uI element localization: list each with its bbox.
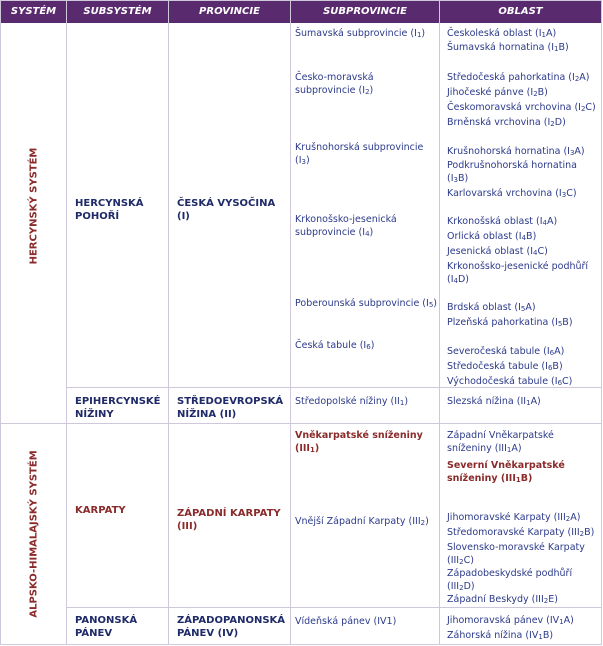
system-hercynsky-label: HERCYNSKÝ SYSTÉM bbox=[28, 147, 40, 264]
area-jihomoravska-panev: Jihomoravská pánev $(IV_1A)$ bbox=[447, 615, 574, 626]
subprovince-videnska-panev: Vídeňská pánev (IV1) bbox=[295, 616, 397, 627]
subprovince-vnejsi-zapadni-karpaty: Vnější Západní Karpaty $(III_2)$ bbox=[295, 516, 429, 527]
area-brdska-oblast: Brdská oblast $(I_5A)$ bbox=[447, 302, 536, 313]
area-stredoceska-pahorkatina: Středočeská pahorkatina $(I_2A)$ bbox=[447, 72, 590, 83]
column-divider bbox=[168, 1, 169, 644]
column-divider bbox=[439, 1, 440, 644]
area-severoceska-tabule: Severočeská tabule $(I_6A)$ bbox=[447, 346, 565, 357]
province-zapadni-karpaty: ZÁPADNÍ KARPATY (III) bbox=[177, 508, 281, 532]
province-stredoevropska-nizina: STŘEDOEVROPSKÁ NÍŽINA (II) bbox=[177, 396, 284, 420]
header-province: PROVINCIE bbox=[199, 6, 260, 17]
area-slezska-nizina: Slezská nížina $(II_1A)$ bbox=[447, 396, 541, 407]
area-stredoceska-tabule: Středočeská tabule $(I_6B)$ bbox=[447, 361, 563, 372]
area-zapadobeskydske-podhuri: Západobeskydské podhůří $(III_2D)$ bbox=[447, 568, 573, 592]
area-krusnohorska-hornatina: Krušnohorská hornatina $(I_3A)$ bbox=[447, 146, 585, 157]
area-ceskomoravska-vrchovina: Českomoravská vrchovina $(I_2C)$ bbox=[447, 102, 596, 113]
area-zahorska-nizina: Záhorská nížina $(IV_1B)$ bbox=[447, 630, 554, 641]
header-subsystem: SUBSYSTÉM bbox=[83, 6, 152, 17]
province-ceska-vysocina: ČESKÁ VYSOČINA (I) bbox=[177, 198, 276, 222]
subprovince-krusnohorska: Krušnohorská subprovincie $(I_3)$ bbox=[295, 142, 424, 166]
area-krkonosska-oblast: Krkonošská oblast $(I_4A)$ bbox=[447, 216, 558, 227]
area-karlovarska-vrchovina: Karlovarská vrchovina $(I_3C)$ bbox=[447, 188, 577, 199]
header-subprovince: SUBPROVINCIE bbox=[323, 6, 407, 17]
area-jihoceske-panve: Jihočeské pánve $(I_2B)$ bbox=[447, 87, 548, 98]
area-krkonossko-jesenicke-podhuri: Krkonošsko-jesenické podhůří $(I_4D)$ bbox=[447, 261, 589, 285]
area-ceskoleska-oblast: Českoleská oblast $(I_1A)$ bbox=[447, 28, 557, 39]
subsystem-panonska-panev: PANONSKÁ PÁNEV bbox=[75, 615, 138, 639]
area-stredomoravske-karpaty: Středomoravské Karpaty $(III_2B)$ bbox=[447, 527, 595, 538]
area-zapadni-beskydy: Západní Beskydy $(III_2E)$ bbox=[447, 594, 558, 605]
area-jihomoravske-karpaty: Jihomoravské Karpaty $(III_2A)$ bbox=[447, 512, 581, 523]
column-divider bbox=[66, 1, 67, 644]
subsystem-hercynska-pohori: HERCYNSKÁ POHOŘÍ bbox=[75, 198, 144, 222]
subsystem-karpaty: KARPATY bbox=[75, 505, 126, 516]
header-area: OBLAST bbox=[498, 6, 543, 17]
province-zapadopanonska-panev: ZÁPADOPANONSKÁ PÁNEV (IV) bbox=[177, 615, 286, 639]
area-orlicka-oblast: Orlická oblast $(I_4B)$ bbox=[447, 231, 537, 242]
subprovince-poberounska: Poberounská subprovincie $(I_5)$ bbox=[295, 298, 437, 309]
subprovince-vnekarpatske-snizeniny: Vněkarpatské sníženiny $(III_1)$ bbox=[295, 430, 423, 454]
subprovince-ceska-tabule: Česká tabule $(I_6)$ bbox=[295, 340, 375, 351]
area-plzenska-pahorkatina: Plzeňská pahorkatina $(I_5B)$ bbox=[447, 317, 573, 328]
area-vychodoceska-tabule: Východočeská tabule $(I_6C)$ bbox=[447, 376, 573, 387]
subsystem-epihercynske-niziny: EPIHERCYNSKÉ NÍŽINY bbox=[75, 396, 161, 420]
subprovince-cesko-moravska: Česko-moravská subprovincie $(I_2)$ bbox=[295, 72, 374, 96]
area-slovensko-moravske-karpaty: Slovensko-moravské Karpaty $(III_2C)$ bbox=[447, 542, 585, 566]
system-alpsky-label: ALPSKO-HIMALAJSKÝ SYSTÉM bbox=[28, 450, 40, 618]
system-hercynsky bbox=[23, 24, 45, 387]
subprovince-stredopolske-niziny: Středopolské nížiny $(II_1)$ bbox=[295, 396, 409, 407]
area-podkrusnohorska-hornatina: Podkrušnohorská hornatina $(I_3B)$ bbox=[447, 160, 577, 184]
area-brnenska-vrchovina: Brněnská vrchovina $(I_2D)$ bbox=[447, 117, 566, 128]
area-sumavska-hornatina: Šumavská hornatina $(I_1B)$ bbox=[447, 42, 569, 53]
area-severni-vnekarpatske-snizeniny: Severní Vněkarpatské sníženiny $(III_1B)$ bbox=[447, 460, 565, 484]
subprovince-sumavska: Šumavská subprovincie $(I_1)$ bbox=[295, 28, 426, 39]
area-zapadni-vnekarpatske-snizeniny: Západní Vněkarpatské sníženiny $(III_1A)$ bbox=[447, 430, 554, 454]
row-divider bbox=[67, 607, 601, 608]
row-divider bbox=[1, 423, 601, 424]
subprovince-krkonossko-jesenicka: Krkonošsko-jesenická subprovincie $(I_4)$ bbox=[295, 214, 397, 238]
area-jesenicka-oblast: Jesenická oblast $(I_4C)$ bbox=[447, 246, 548, 257]
column-divider bbox=[290, 1, 291, 644]
system-alpsky bbox=[23, 424, 45, 644]
header-system: SYSTÉM bbox=[10, 6, 57, 17]
